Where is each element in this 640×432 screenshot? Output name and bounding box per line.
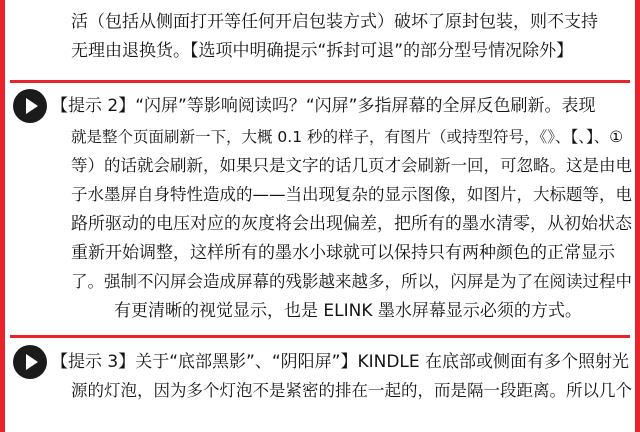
section-divider-2	[10, 335, 630, 338]
tip3-line-2: 源的灯泡，因为多个灯泡不是紧密的排在一起的，而是隔一段距离。所以几个	[71, 381, 632, 400]
tip2-line-5: 路所驱动的电压对应的灰度将会出现偏差，把所有的墨水清零，从初始状态	[71, 214, 632, 234]
tip3-line-1: 【提示 3】关于“底部黑影”、“阴阳屏”】KINDLE 在底部或侧面有多个照射光	[51, 352, 630, 372]
intro-line-1: 活（包括从侧面打开等任何开启包装方式）破坏了原封包装，则不支持	[71, 12, 598, 32]
tip2-line-2: 就是整个页面刷新一下，大概 0.1 秒的样子，有图片（或持型符号，《》、【、】、①	[71, 128, 624, 146]
play-icon	[13, 345, 47, 379]
tip2-line-8: 有更清晰的视觉显示，也是 ELINK 墨水屏幕显示必须的方式。	[114, 301, 582, 321]
tip2-line-4: 子水墨屏自身特性造成的——当出现复杂的显示图像，如图片，大标题等，电	[71, 185, 632, 204]
play-icon	[13, 89, 47, 123]
tip2-line-3: 等）的话就会刷新，如果只是文字的话几页才会刷新一回，可忽略。这是由电	[71, 156, 632, 175]
intro-line-2: 无理由退换货。【选项中明确提示“拆封可退”的部分型号情况除外】	[71, 41, 574, 61]
tip2-line-7: 了。强制不闪屏会造成屏幕的残影越来越多，所以，闪屏是为了在阅读过程中	[71, 272, 632, 291]
tip2-line-1: 【提示 2】“闪屏”等影响阅读吗？“闪屏”多指屏幕的全屏反色刷新。表现	[51, 96, 596, 116]
tip2-line-6: 重新开始调整，这样所有的墨水小球就可以保持只有两种颜色的正常显示	[71, 243, 615, 263]
section-divider-1	[10, 80, 630, 83]
